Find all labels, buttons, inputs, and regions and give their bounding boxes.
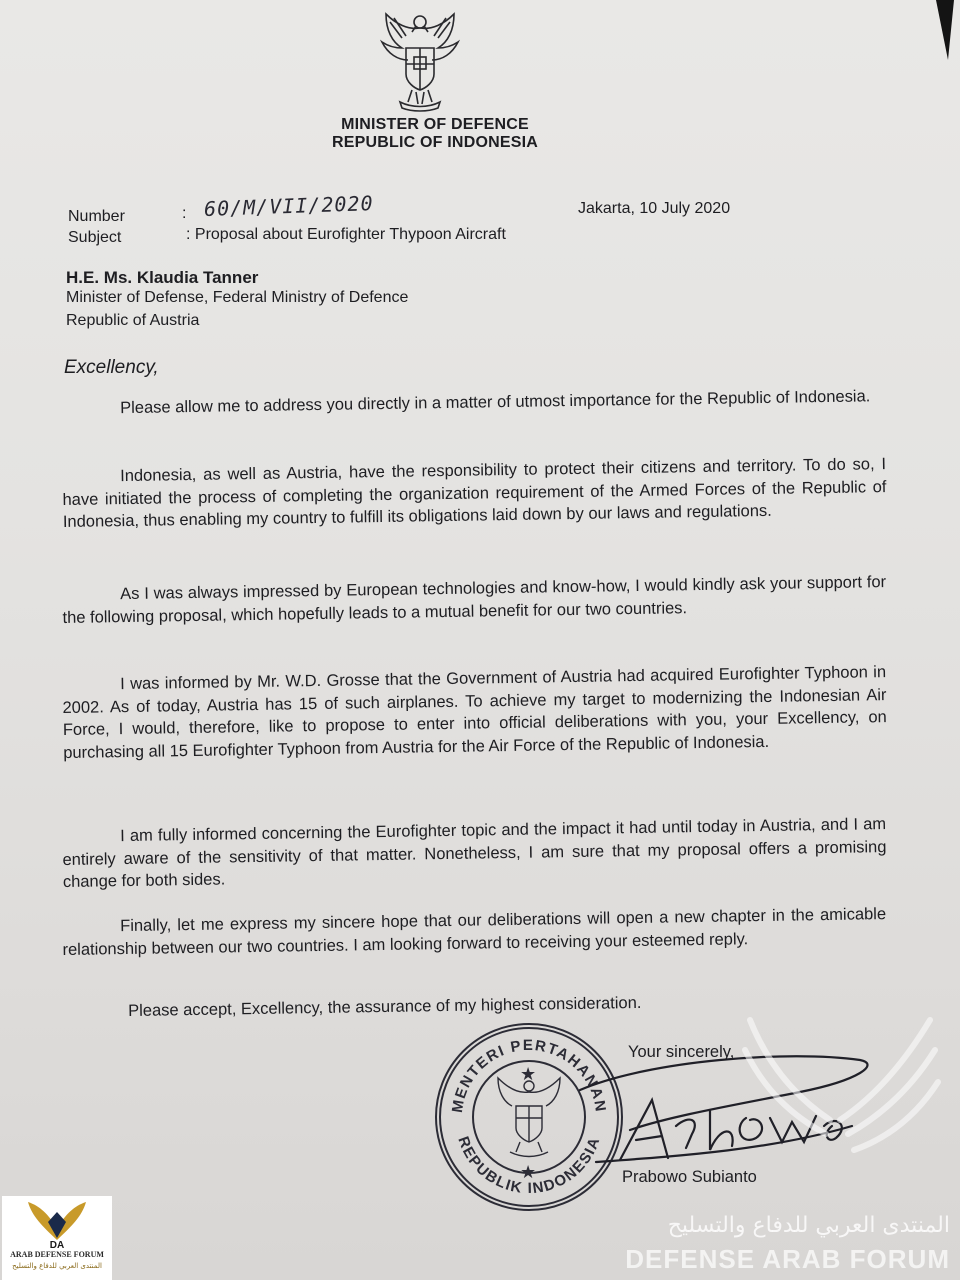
signer-name: Prabowo Subianto bbox=[622, 1168, 757, 1186]
body-paragraph: Please allow me to address you directly in a matter of utmost importance for the Republic of Indonesia. bbox=[120, 387, 871, 418]
forum-logo-arabic: المنتدى العربي للدفاع والتسليح bbox=[12, 1262, 102, 1270]
body-paragraph: I am fully informed concerning the Eurofighter topic and the impact it had until today in Austria, and I am entirely aware of the sensitivity of that matter. Nonetheless, I am sure that my proposal offers a promising change for both sides. bbox=[62, 815, 887, 891]
addressee-title: Minister of Defense, Federal Ministry of Defence bbox=[66, 289, 409, 306]
body-paragraph: I was informed by Mr. W.D. Grosse that the Government of Austria had acquired Eurofighter Typhoon in 2002. As of today, Austria has 15 of such airplanes. To achieve my target to modernizing the Indonesian Air Force, I would, therefore, like to propose to enter into official deliberations with you, your Excellency, on purchasing all 15 Eurofighter Typhoon from Austria for the Air Force of the Republic of Indonesia. bbox=[62, 663, 887, 762]
sign-off: Your sincerely, bbox=[628, 1043, 735, 1061]
seal-top-text: MENTERI PERTAHANAN bbox=[448, 1036, 610, 1114]
forum-watermark-wings-icon bbox=[730, 1010, 950, 1200]
letter-date: Jakarta, 10 July 2020 bbox=[578, 200, 731, 217]
forum-logo-english: ARAB DEFENSE FORUM bbox=[10, 1250, 104, 1259]
addressee-name: H.E. Ms. Klaudia Tanner bbox=[66, 268, 259, 287]
letterhead-title: MINISTER OF DEFENCE bbox=[341, 116, 529, 133]
subject-text: : Proposal about Eurofighter Thypoon Aircraft bbox=[186, 226, 506, 243]
body-paragraph: As I was always impressed by European technologies and know-how, I would kindly ask your support for the following proposal, which hopefully leads to a mutual benefit for our two countries. bbox=[62, 573, 887, 627]
garuda-emblem-icon bbox=[372, 8, 468, 112]
forum-logo-letters: DA bbox=[49, 1240, 65, 1250]
body-paragraph: Indonesia, as well as Austria, have the responsibility to protect their citizens and territory. To do so, I have initiated the process of completing the organization requirement of the Armed Forces of the Republic of Indonesia, thus enabling my country to fulfill its obligations laid down by our laws and regulations. bbox=[62, 455, 887, 531]
page-corner-shadow bbox=[936, 0, 954, 60]
letterhead-subtitle: REPUBLIC OF INDONESIA bbox=[332, 134, 538, 151]
number-label: Number bbox=[68, 208, 125, 225]
svg-text:★: ★ bbox=[520, 1064, 537, 1085]
forum-logo bbox=[2, 1196, 112, 1280]
reference-number: 60/M/VII/2020 bbox=[203, 191, 374, 221]
closing-line: Please accept, Excellency, the assurance of my highest consideration. bbox=[128, 993, 642, 1020]
salutation: Excellency, bbox=[64, 357, 159, 378]
body-paragraph: Finally, let me express my sincere hope that our deliberations will open a new chapter in the amicable relationship between our two countries. I am looking forward to receiving your esteemed reply. bbox=[62, 905, 887, 959]
number-colon: : bbox=[182, 205, 187, 222]
watermark-english-text: DEFENSE ARAB FORUM bbox=[625, 1244, 950, 1274]
svg-text:★: ★ bbox=[520, 1162, 537, 1183]
subject-label: Subject bbox=[68, 229, 122, 246]
addressee-country: Republic of Austria bbox=[66, 312, 200, 329]
watermark-arabic-text: المنتدى العربي للدفاع والتسليح bbox=[667, 1213, 950, 1238]
forum-logo-emblem-icon bbox=[26, 1198, 88, 1250]
seal-bottom-text: REPUBLIK INDONESIA bbox=[454, 1134, 604, 1198]
